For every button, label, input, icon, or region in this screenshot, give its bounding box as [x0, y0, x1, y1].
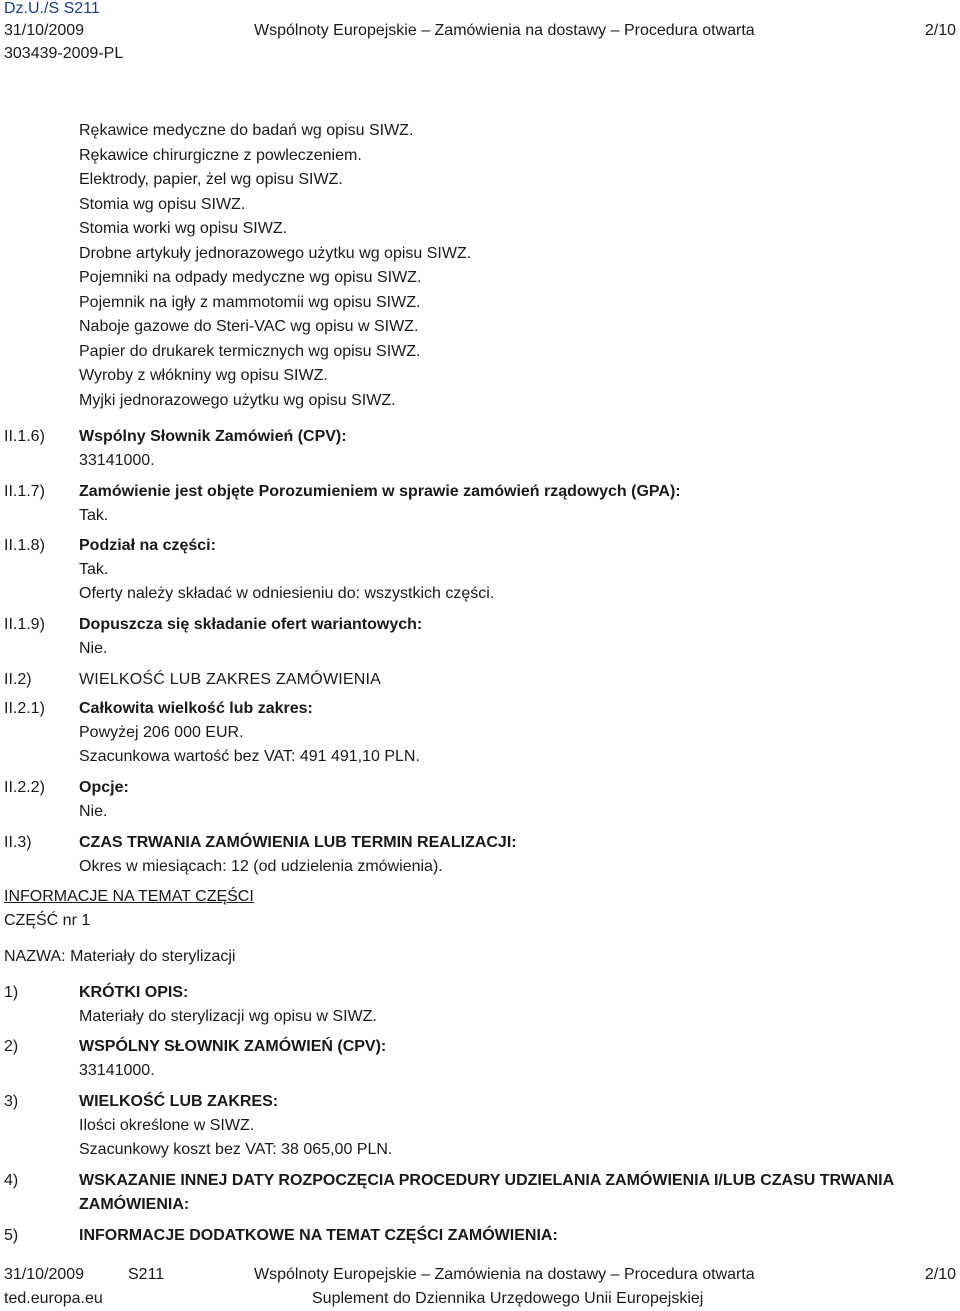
- section-value: Powyżej 206 000 EUR.: [79, 724, 244, 741]
- list-item: Pojemnik na igły z mammotomii wg opisu SIWZ.: [79, 293, 421, 311]
- header-date: 31/10/2009: [4, 22, 85, 39]
- section-number: II.1.9): [4, 616, 45, 633]
- item-title: WIELKOŚĆ LUB ZAKRES:: [79, 1093, 279, 1110]
- section-value: Okres w miesiącach: 12 (od udzielenia zmówienia).: [79, 858, 443, 875]
- section-title: Całkowita wielkość lub zakres:: [79, 700, 313, 717]
- footer-date: 31/10/2009: [4, 1266, 85, 1283]
- section-value: Tak.: [79, 507, 109, 524]
- item-value: Szacunkowy koszt bez VAT: 38 065,00 PLN.: [79, 1141, 393, 1158]
- page-footer: [0, 1266, 960, 1311]
- list-item: Stomia wg opisu SIWZ.: [79, 195, 246, 213]
- list-item: Wyroby z włókniny wg opisu SIWZ.: [79, 367, 328, 384]
- list-item: Rękawice medyczne do badań wg opisu SIWZ.: [79, 122, 414, 139]
- notice-id: 303439-2009-PL: [4, 45, 124, 62]
- section-title: Wspólny Słownik Zamówień (CPV):: [79, 428, 347, 445]
- section-title: Dopuszcza się składanie ofert wariantowych:: [79, 616, 423, 633]
- section-title: Opcje:: [79, 779, 129, 796]
- section-number: II.1.8): [4, 537, 45, 554]
- footer-series: S211: [128, 1266, 165, 1283]
- section-value: Tak.: [79, 561, 109, 578]
- section-value: 33141000.: [79, 452, 155, 469]
- part-heading: INFORMACJE NA TEMAT CZĘŚCI: [4, 888, 254, 905]
- section-title: CZAS TRWANIA ZAMÓWIENIA LUB TERMIN REALIZACJI:: [79, 834, 517, 851]
- item-number: 1): [4, 984, 19, 1001]
- list-item: Elektrody, papier, żel wg opisu SIWZ.: [79, 171, 343, 188]
- item-value: 33141000.: [79, 1062, 155, 1079]
- list-item: Drobne artykuły jednorazowego użytku wg opisu SIWZ.: [79, 244, 472, 262]
- list-item: Papier do drukarek termicznych wg opisu SIWZ.: [79, 342, 421, 360]
- item-title: WSKAZANIE INNEJ DATY ROZPOCZĘCIA PROCEDURY UDZIELANIA ZAMÓWIENIA I/LUB CZASU TRWANIA ZAMÓWIENIA:: [79, 1172, 894, 1213]
- section-value: Szacunkowa wartość bez VAT: 491 491,10 PLN.: [79, 748, 420, 765]
- footer-supplement: Suplement do Dziennika Urzędowego Unii Europejskiej: [312, 1290, 704, 1307]
- section-heading: WIELKOŚĆ LUB ZAKRES ZAMÓWIENIA: [79, 671, 382, 688]
- header-page-number: 2/10: [924, 22, 956, 39]
- item-title: WSPÓLNY SŁOWNIK ZAMÓWIEŃ (CPV):: [79, 1038, 387, 1055]
- section-number: II.3): [4, 834, 32, 851]
- footer-site-link[interactable]: ted.europa.eu: [4, 1290, 103, 1307]
- section-value: Nie.: [79, 803, 108, 820]
- header-title: Wspólnoty Europejskie – Zamówienia na dostawy – Procedura otwarta: [254, 22, 755, 39]
- list-item: Myjki jednorazowego użytku wg opisu SIWZ.: [79, 391, 396, 409]
- item-number: 4): [4, 1172, 19, 1189]
- item-value: Ilości określone w SIWZ.: [79, 1117, 255, 1134]
- section-number: II.2.1): [4, 700, 45, 717]
- list-item: Pojemniki na odpady medyczne wg opisu SIWZ.: [79, 269, 422, 286]
- item-number: 2): [4, 1038, 19, 1055]
- item-title: INFORMACJE DODATKOWE NA TEMAT CZĘŚCI ZAMÓWIENIA:: [79, 1227, 558, 1244]
- footer-title: Wspólnoty Europejskie – Zamówienia na dostawy – Procedura otwarta: [254, 1266, 755, 1283]
- page-header: [0, 0, 960, 70]
- section-value: Oferty należy składać w odniesieniu do: wszystkich części.: [79, 585, 495, 602]
- section-number: II.2): [4, 671, 32, 688]
- part-name: NAZWA: Materiały do sterylizacji: [4, 948, 236, 965]
- section-number: II.1.7): [4, 483, 45, 500]
- item-value: Materiały do sterylizacji wg opisu w SIWZ.: [79, 1008, 377, 1025]
- list-item: Stomia worki wg opisu SIWZ.: [79, 220, 288, 237]
- section-number: II.2.2): [4, 779, 45, 796]
- item-number: 3): [4, 1093, 19, 1110]
- section-value: Nie.: [79, 640, 108, 657]
- journal-reference: Dz.U./S S211: [4, 0, 100, 17]
- footer-page-number: 2/10: [924, 1266, 956, 1283]
- section-title: Podział na części:: [79, 537, 216, 554]
- item-number: 5): [4, 1227, 19, 1244]
- list-item: Naboje gazowe do Steri-VAC wg opisu w SIWZ.: [79, 318, 419, 335]
- section-title: Zamówienie jest objęte Porozumieniem w sprawie zamówień rządowych (GPA):: [79, 483, 681, 500]
- list-item: Rękawice chirurgiczne z powleczeniem.: [79, 146, 362, 164]
- item-list: [79, 119, 471, 413]
- item-title: KRÓTKI OPIS:: [79, 984, 189, 1001]
- part-number: CZĘŚĆ nr 1: [4, 912, 91, 929]
- section-number: II.1.6): [4, 428, 45, 445]
